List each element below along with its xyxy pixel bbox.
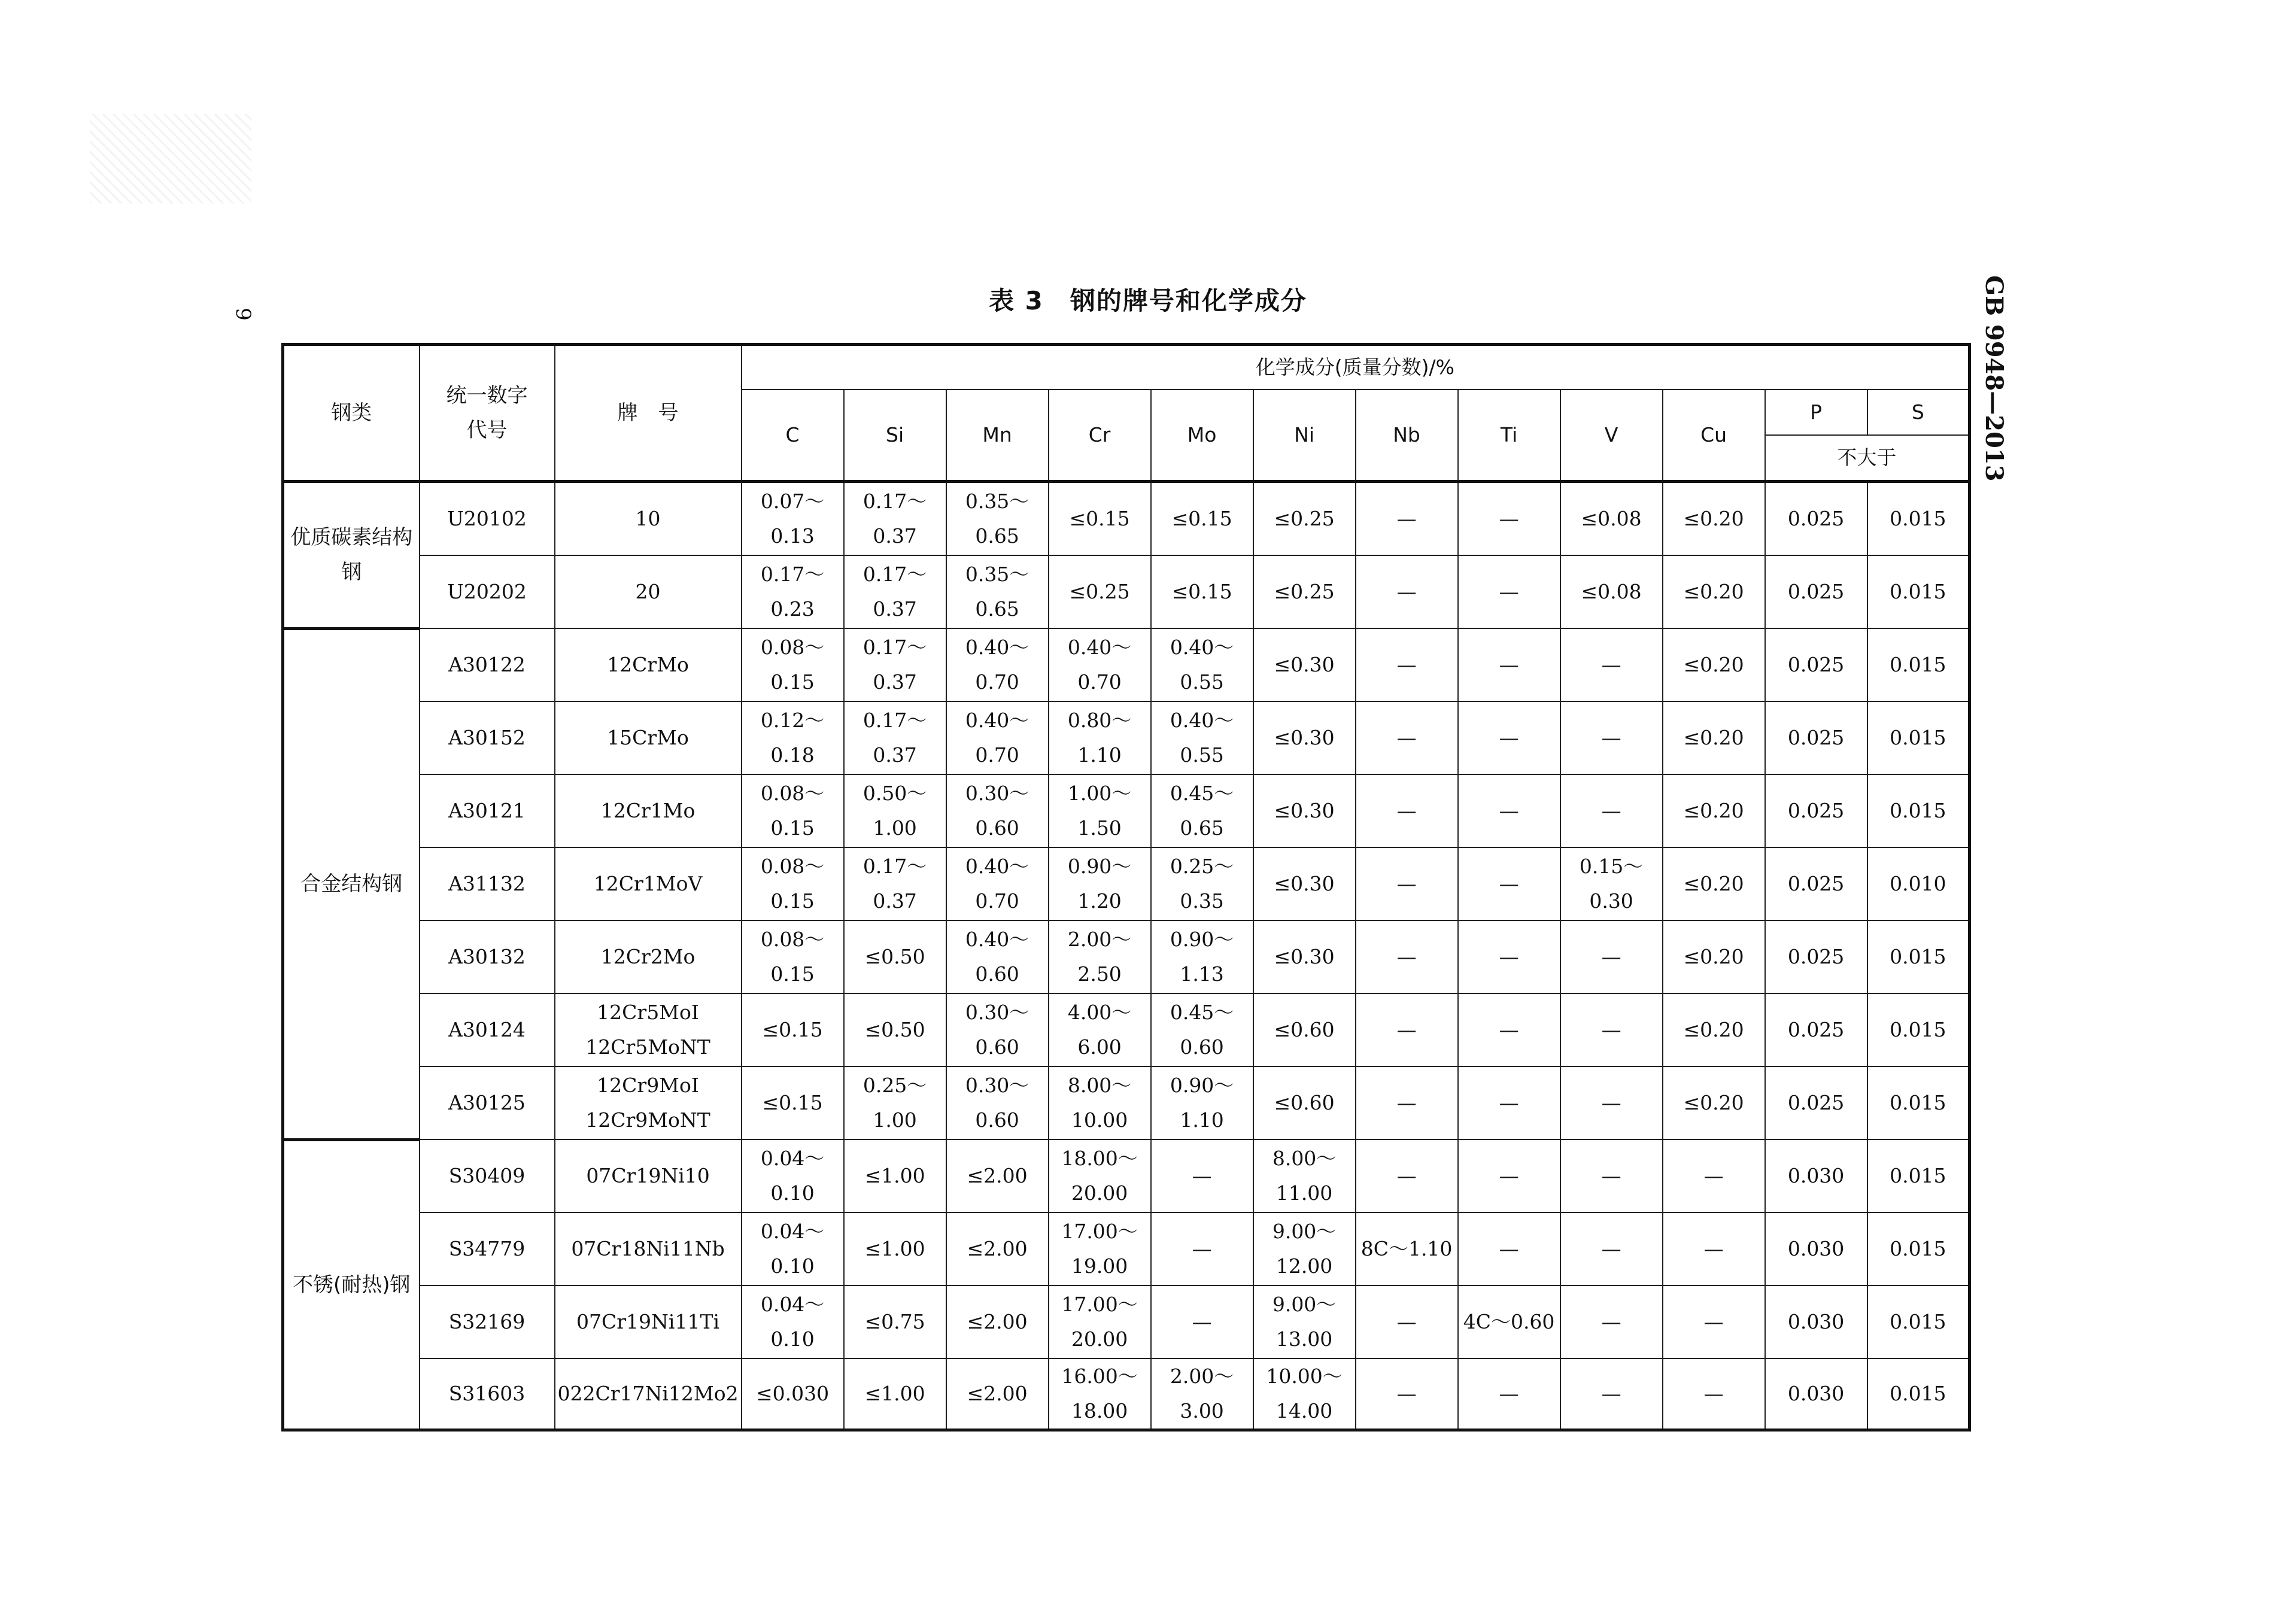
cell-grade: 12Cr1MoV — [555, 847, 742, 920]
header-element: S — [1867, 390, 1970, 435]
table-body — [283, 482, 1970, 1430]
header-element: Ti — [1458, 390, 1560, 482]
cell-nb: — — [1356, 920, 1458, 993]
cell-p: 0.025 — [1765, 993, 1867, 1066]
cell-nb: — — [1356, 555, 1458, 628]
cell-mn: 0.40～0.70 — [946, 847, 1049, 920]
cell-v: — — [1560, 993, 1663, 1066]
cell-c: ≤0.15 — [742, 1066, 844, 1139]
cell-p: 0.025 — [1765, 701, 1867, 774]
cell-grade: 12Cr1Mo — [555, 774, 742, 847]
cell-nb: — — [1356, 1358, 1458, 1430]
cell-nb: 8C～1.10 — [1356, 1212, 1458, 1285]
cell-ni: ≤0.30 — [1253, 920, 1356, 993]
cell-ni: 8.00～11.00 — [1253, 1139, 1356, 1212]
cell-c: 0.08～0.15 — [742, 628, 844, 701]
cell-code: A30124 — [420, 993, 555, 1066]
cell-c: 0.04～0.10 — [742, 1139, 844, 1212]
cell-cr: 0.90～1.20 — [1049, 847, 1151, 920]
cell-cr: 17.00～19.00 — [1049, 1212, 1151, 1285]
cell-s: 0.015 — [1867, 1139, 1970, 1212]
cell-code: U20102 — [420, 482, 555, 556]
cell-si: 0.17～0.37 — [844, 847, 946, 920]
cell-s: 0.015 — [1867, 993, 1970, 1066]
cell-si: ≤1.00 — [844, 1212, 946, 1285]
cell-mn: 0.40～0.70 — [946, 701, 1049, 774]
cell-cu: ≤0.20 — [1663, 482, 1765, 556]
cell-grade: 12Cr2Mo — [555, 920, 742, 993]
steel-category: 不锈(耐热)钢 — [283, 1139, 420, 1430]
cell-ti: — — [1458, 993, 1560, 1066]
cell-v: ≤0.08 — [1560, 482, 1663, 556]
header-category: 钢类 — [283, 345, 420, 482]
cell-cu: ≤0.20 — [1663, 993, 1765, 1066]
cell-cr: 4.00～6.00 — [1049, 993, 1151, 1066]
cell-si: ≤0.50 — [844, 920, 946, 993]
steel-category: 合金结构钢 — [283, 628, 420, 1139]
cell-mn: ≤2.00 — [946, 1285, 1049, 1358]
cell-v: ≤0.08 — [1560, 555, 1663, 628]
cell-si: 0.50～1.00 — [844, 774, 946, 847]
cell-grade: 07Cr19Ni11Ti — [555, 1285, 742, 1358]
cell-c: 0.08～0.15 — [742, 847, 844, 920]
cell-grade: 10 — [555, 482, 742, 556]
cell-mn: ≤2.00 — [946, 1358, 1049, 1430]
cell-code: A30132 — [420, 920, 555, 993]
cell-ni: 9.00～13.00 — [1253, 1285, 1356, 1358]
cell-p: 0.025 — [1765, 847, 1867, 920]
table-row — [283, 701, 1970, 774]
cell-code: A31132 — [420, 847, 555, 920]
header-not-greater: 不大于 — [1765, 435, 1970, 482]
cell-grade: 12Cr5MoI 12Cr5MoNT — [555, 993, 742, 1066]
cell-mo: 0.90～1.13 — [1151, 920, 1253, 993]
chemical-composition-table — [281, 343, 1971, 1431]
scan-noise — [90, 114, 251, 203]
cell-mo: 0.45～0.60 — [1151, 993, 1253, 1066]
cell-nb: — — [1356, 1066, 1458, 1139]
cell-cu: ≤0.20 — [1663, 774, 1765, 847]
cell-cr: ≤0.15 — [1049, 482, 1151, 556]
cell-c: 0.17～0.23 — [742, 555, 844, 628]
cell-mo: 0.40～0.55 — [1151, 628, 1253, 701]
cell-si: 0.17～0.37 — [844, 482, 946, 556]
header-element: Cr — [1049, 390, 1151, 482]
header-element: P — [1765, 390, 1867, 435]
cell-cu: ≤0.20 — [1663, 920, 1765, 993]
cell-nb: — — [1356, 1285, 1458, 1358]
cell-grade: 07Cr19Ni10 — [555, 1139, 742, 1212]
cell-cr: 0.80～1.10 — [1049, 701, 1151, 774]
cell-si: ≤0.75 — [844, 1285, 946, 1358]
cell-v: — — [1560, 1358, 1663, 1430]
cell-code: A30122 — [420, 628, 555, 701]
cell-p: 0.025 — [1765, 920, 1867, 993]
cell-s: 0.015 — [1867, 1285, 1970, 1358]
cell-s: 0.015 — [1867, 1358, 1970, 1430]
cell-grade: 12Cr9MoI 12Cr9MoNT — [555, 1066, 742, 1139]
table-row — [283, 847, 1970, 920]
cell-p: 0.030 — [1765, 1358, 1867, 1430]
cell-p: 0.025 — [1765, 555, 1867, 628]
cell-nb: — — [1356, 482, 1458, 556]
table-row — [283, 1139, 1970, 1212]
cell-v: — — [1560, 1139, 1663, 1212]
cell-ni: ≤0.25 — [1253, 555, 1356, 628]
cell-ti: — — [1458, 1358, 1560, 1430]
cell-mo: 0.40～0.55 — [1151, 701, 1253, 774]
cell-ti: — — [1458, 1066, 1560, 1139]
cell-s: 0.015 — [1867, 774, 1970, 847]
cell-mn: 0.35～0.65 — [946, 555, 1049, 628]
cell-ni: ≤0.30 — [1253, 628, 1356, 701]
cell-code: A30125 — [420, 1066, 555, 1139]
cell-nb: — — [1356, 774, 1458, 847]
cell-c: ≤0.15 — [742, 993, 844, 1066]
header-element: Mo — [1151, 390, 1253, 482]
cell-s: 0.015 — [1867, 920, 1970, 993]
table-row — [283, 1212, 1970, 1285]
cell-ti: — — [1458, 701, 1560, 774]
cell-code: S34779 — [420, 1212, 555, 1285]
cell-v: — — [1560, 701, 1663, 774]
cell-c: ≤0.030 — [742, 1358, 844, 1430]
cell-nb: — — [1356, 628, 1458, 701]
header-chem-group: 化学成分(质量分数)/% — [742, 345, 1970, 390]
table-row — [283, 555, 1970, 628]
cell-mn: 0.40～0.70 — [946, 628, 1049, 701]
cell-mn: ≤2.00 — [946, 1139, 1049, 1212]
cell-nb: — — [1356, 701, 1458, 774]
cell-mo: — — [1151, 1212, 1253, 1285]
cell-s: 0.015 — [1867, 555, 1970, 628]
cell-code: S31603 — [420, 1358, 555, 1430]
header-element: Si — [844, 390, 946, 482]
cell-grade: 022Cr17Ni12Mo2 — [555, 1358, 742, 1430]
cell-s: 0.015 — [1867, 701, 1970, 774]
cell-si: ≤1.00 — [844, 1139, 946, 1212]
cell-si: ≤0.50 — [844, 993, 946, 1066]
cell-grade: 20 — [555, 555, 742, 628]
cell-nb: — — [1356, 847, 1458, 920]
cell-cr: ≤0.25 — [1049, 555, 1151, 628]
cell-ni: ≤0.60 — [1253, 1066, 1356, 1139]
header-element: Mn — [946, 390, 1049, 482]
cell-p: 0.025 — [1765, 628, 1867, 701]
cell-ti: — — [1458, 555, 1560, 628]
cell-s: 0.015 — [1867, 1212, 1970, 1285]
cell-cr: 18.00～20.00 — [1049, 1139, 1151, 1212]
cell-cr: 16.00～18.00 — [1049, 1358, 1151, 1430]
cell-v: — — [1560, 1285, 1663, 1358]
header-element: Ni — [1253, 390, 1356, 482]
cell-cr: 8.00～10.00 — [1049, 1066, 1151, 1139]
cell-cu: ≤0.20 — [1663, 555, 1765, 628]
cell-cr: 0.40～0.70 — [1049, 628, 1151, 701]
cell-p: 0.030 — [1765, 1139, 1867, 1212]
cell-v: — — [1560, 774, 1663, 847]
header-element: C — [742, 390, 844, 482]
cell-si: 0.25～1.00 — [844, 1066, 946, 1139]
cell-ni: 10.00～14.00 — [1253, 1358, 1356, 1430]
cell-s: 0.010 — [1867, 847, 1970, 920]
cell-cr: 17.00～20.00 — [1049, 1285, 1151, 1358]
table-row — [283, 774, 1970, 847]
cell-s: 0.015 — [1867, 482, 1970, 556]
cell-v: — — [1560, 920, 1663, 993]
cell-p: 0.025 — [1765, 482, 1867, 556]
cell-mn: 0.30～0.60 — [946, 774, 1049, 847]
cell-s: 0.015 — [1867, 628, 1970, 701]
cell-nb: — — [1356, 993, 1458, 1066]
cell-p: 0.030 — [1765, 1212, 1867, 1285]
table-row — [283, 482, 1970, 556]
table-row — [283, 1285, 1970, 1358]
cell-c: 0.12～0.18 — [742, 701, 844, 774]
standard-code: GB 9948—2013 — [1980, 275, 2008, 482]
cell-ni: ≤0.30 — [1253, 701, 1356, 774]
cell-c: 0.07～0.13 — [742, 482, 844, 556]
cell-mo: ≤0.15 — [1151, 555, 1253, 628]
cell-cu: ≤0.20 — [1663, 628, 1765, 701]
cell-cr: 2.00～2.50 — [1049, 920, 1151, 993]
cell-grade: 07Cr18Ni11Nb — [555, 1212, 742, 1285]
table-header — [283, 345, 1970, 482]
cell-grade: 12CrMo — [555, 628, 742, 701]
cell-ti: — — [1458, 920, 1560, 993]
cell-mo: 0.90～1.10 — [1151, 1066, 1253, 1139]
cell-cu: ≤0.20 — [1663, 847, 1765, 920]
cell-cr: 1.00～1.50 — [1049, 774, 1151, 847]
cell-v: 0.15～0.30 — [1560, 847, 1663, 920]
cell-p: 0.025 — [1765, 774, 1867, 847]
header-element: Nb — [1356, 390, 1458, 482]
cell-c: 0.08～0.15 — [742, 774, 844, 847]
cell-ti: 4C～0.60 — [1458, 1285, 1560, 1358]
table-row — [283, 920, 1970, 993]
cell-code: A30152 — [420, 701, 555, 774]
cell-mo: — — [1151, 1139, 1253, 1212]
cell-c: 0.08～0.15 — [742, 920, 844, 993]
cell-cu: — — [1663, 1285, 1765, 1358]
header-element: Cu — [1663, 390, 1765, 482]
cell-code: S32169 — [420, 1285, 555, 1358]
steel-category: 优质碳素结构钢 — [283, 482, 420, 629]
cell-grade: 15CrMo — [555, 701, 742, 774]
page-number: 9 — [230, 308, 255, 321]
cell-mn: 0.40～0.60 — [946, 920, 1049, 993]
cell-ni: ≤0.25 — [1253, 482, 1356, 556]
table-row — [283, 1066, 1970, 1139]
cell-ti: — — [1458, 482, 1560, 556]
table-row — [283, 1358, 1970, 1430]
cell-cu: ≤0.20 — [1663, 701, 1765, 774]
cell-c: 0.04～0.10 — [742, 1212, 844, 1285]
cell-nb: — — [1356, 1139, 1458, 1212]
header-code: 统一数字代号 — [420, 345, 555, 482]
cell-ni: ≤0.30 — [1253, 774, 1356, 847]
cell-mo: — — [1151, 1285, 1253, 1358]
cell-ni: ≤0.30 — [1253, 847, 1356, 920]
cell-v: — — [1560, 1066, 1663, 1139]
cell-mn: 0.30～0.60 — [946, 1066, 1049, 1139]
cell-mn: 0.35～0.65 — [946, 482, 1049, 556]
cell-mo: 0.45～0.65 — [1151, 774, 1253, 847]
cell-mo: 0.25～0.35 — [1151, 847, 1253, 920]
cell-c: 0.04～0.10 — [742, 1285, 844, 1358]
cell-s: 0.015 — [1867, 1066, 1970, 1139]
header-element: V — [1560, 390, 1663, 482]
cell-si: 0.17～0.37 — [844, 555, 946, 628]
cell-v: — — [1560, 1212, 1663, 1285]
cell-p: 0.030 — [1765, 1285, 1867, 1358]
cell-mo: 2.00～3.00 — [1151, 1358, 1253, 1430]
cell-ti: — — [1458, 1139, 1560, 1212]
cell-mn: 0.30～0.60 — [946, 993, 1049, 1066]
cell-v: — — [1560, 628, 1663, 701]
cell-ti: — — [1458, 1212, 1560, 1285]
cell-cu: — — [1663, 1212, 1765, 1285]
table-row — [283, 628, 1970, 701]
header-grade: 牌 号 — [555, 345, 742, 482]
cell-code: S30409 — [420, 1139, 555, 1212]
cell-cu: ≤0.20 — [1663, 1066, 1765, 1139]
cell-code: A30121 — [420, 774, 555, 847]
cell-si: 0.17～0.37 — [844, 701, 946, 774]
cell-cu: — — [1663, 1358, 1765, 1430]
cell-cu: — — [1663, 1139, 1765, 1212]
cell-p: 0.025 — [1765, 1066, 1867, 1139]
cell-ti: — — [1458, 628, 1560, 701]
table-title: 表 3 钢的牌号和化学成分 — [989, 286, 1307, 315]
cell-ti: — — [1458, 774, 1560, 847]
cell-ni: 9.00～12.00 — [1253, 1212, 1356, 1285]
cell-ti: — — [1458, 847, 1560, 920]
cell-code: U20202 — [420, 555, 555, 628]
table-row — [283, 993, 1970, 1066]
cell-mn: ≤2.00 — [946, 1212, 1049, 1285]
cell-mo: ≤0.15 — [1151, 482, 1253, 556]
cell-si: ≤1.00 — [844, 1358, 946, 1430]
cell-ni: ≤0.60 — [1253, 993, 1356, 1066]
cell-si: 0.17～0.37 — [844, 628, 946, 701]
